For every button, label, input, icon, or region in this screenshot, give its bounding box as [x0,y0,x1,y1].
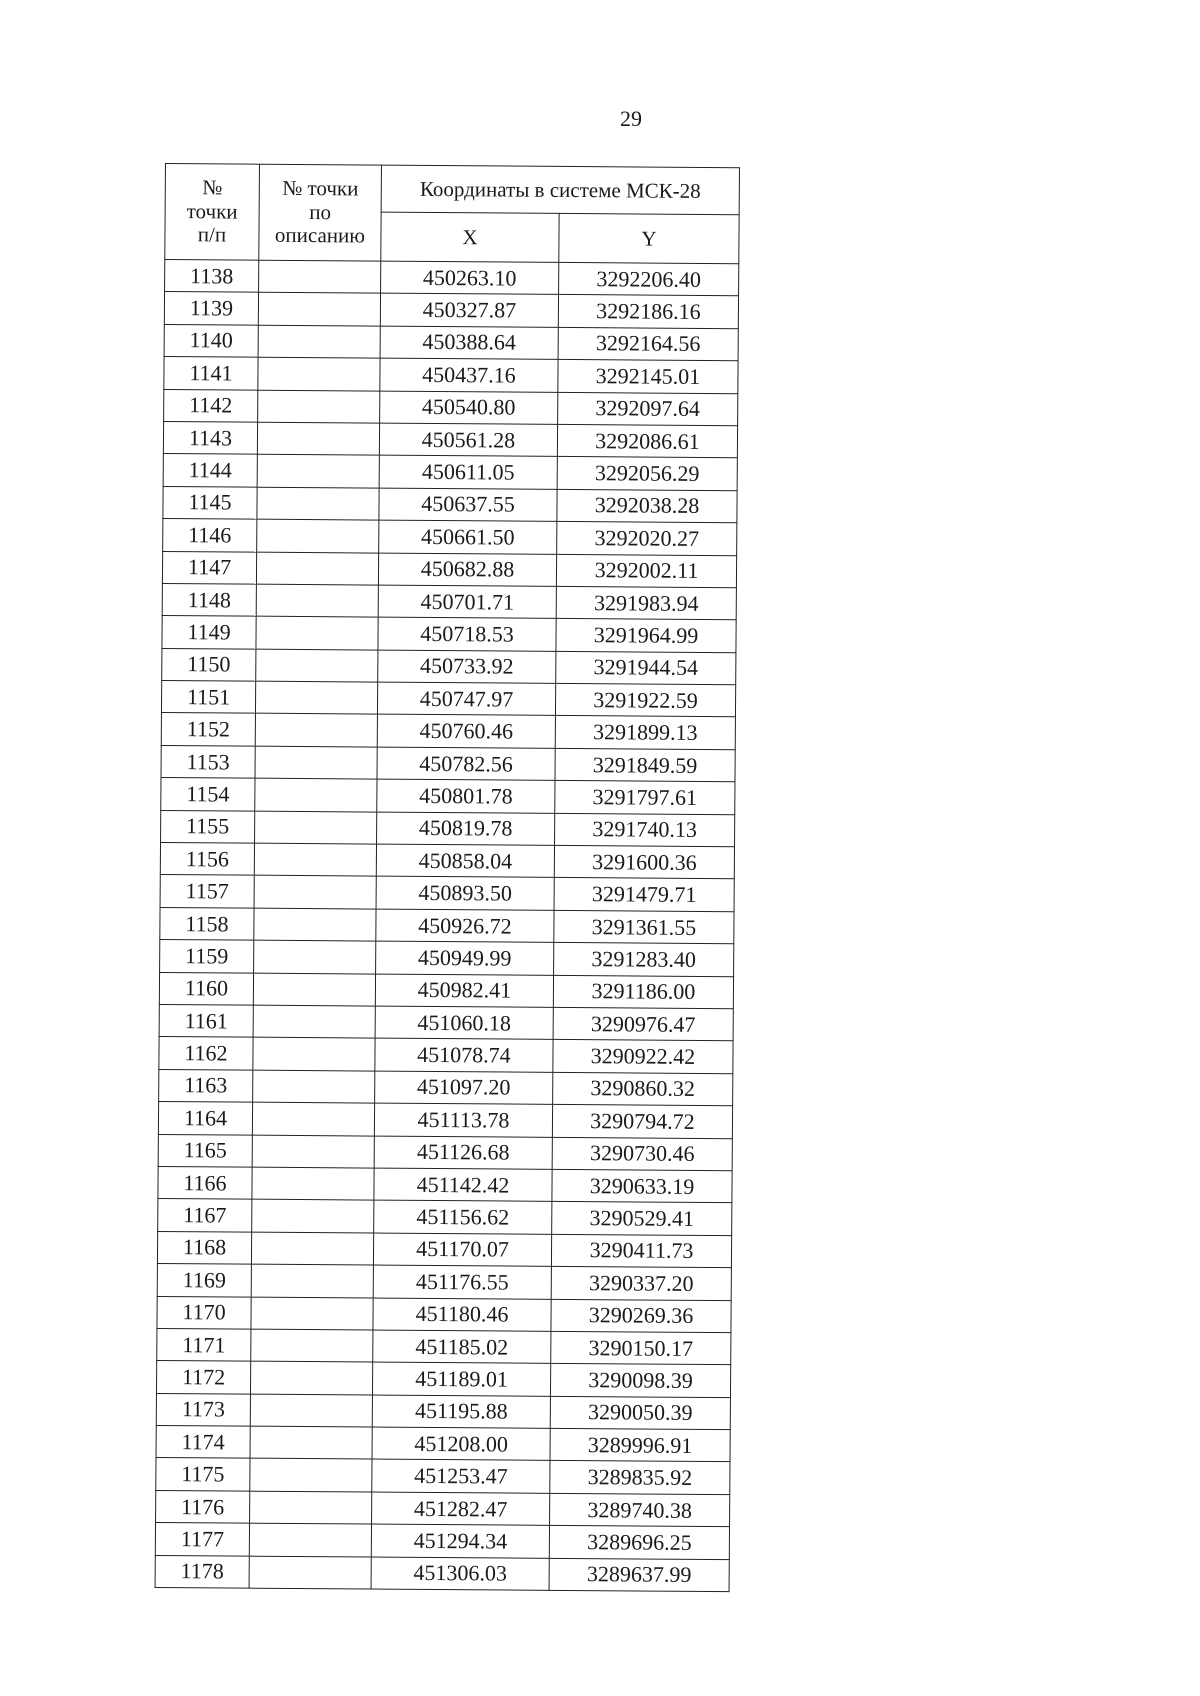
cell-point-number: 1157 [160,875,254,908]
table-row [162,616,736,653]
cell-point-number: 1174 [156,1426,250,1459]
cell-x: 451156.62 [374,1200,552,1234]
cell-x: 451113.78 [374,1103,552,1137]
cell-description-point [258,325,380,358]
table-body [155,260,739,1592]
cell-point-number: 1163 [159,1069,253,1102]
cell-point-number: 1138 [165,260,259,293]
cell-description-point [256,584,378,617]
cell-x: 451060.18 [375,1006,553,1040]
cell-x: 450858.04 [376,844,554,878]
cell-point-number: 1173 [156,1393,250,1426]
table-row [164,292,738,329]
cell-point-number: 1153 [161,745,255,778]
cell-y: 3292097.64 [558,392,738,426]
cell-y: 3292164.56 [558,327,738,361]
cell-y: 3292056.29 [557,457,737,491]
table-row [163,421,737,458]
cell-x: 450782.56 [377,747,555,781]
cell-y: 3291944.54 [556,651,736,685]
cell-description-point [250,1394,372,1427]
cell-x: 450701.71 [378,585,556,619]
cell-y: 3290794.72 [552,1105,732,1139]
table-row [155,1555,729,1592]
cell-point-number: 1172 [156,1361,250,1394]
cell-point-number: 1167 [158,1199,252,1232]
cell-y: 3290860.32 [553,1072,733,1106]
cell-description-point [257,455,379,488]
table-row [162,648,736,685]
header-point-number-line1: № [202,175,223,200]
cell-y: 3291479.71 [554,878,734,912]
cell-point-number: 1164 [158,1102,252,1135]
cell-x: 450263.10 [381,261,559,295]
cell-y: 3290633.19 [552,1169,732,1203]
cell-description-point [252,1167,374,1200]
table-row [162,583,736,620]
table-row [164,357,738,394]
cell-y: 3290150.17 [551,1331,731,1365]
cell-x: 451176.55 [373,1265,551,1299]
header-coordinate-system: Координаты в системе МСК-28 [381,165,739,215]
cell-description-point [253,1070,375,1103]
cell-point-number: 1143 [163,421,257,454]
cell-point-number: 1142 [164,389,258,422]
cell-x: 451185.02 [373,1330,551,1364]
cell-y: 3292020.27 [557,522,737,556]
cell-y: 3290922.42 [553,1040,733,1074]
cell-y: 3291186.00 [553,975,733,1009]
cell-x: 451142.42 [374,1168,552,1202]
page-number: 29 [620,106,642,131]
cell-y: 3291964.99 [556,619,736,653]
cell-x: 451195.88 [372,1395,550,1429]
table-row [156,1458,730,1495]
cell-description-point [251,1297,373,1330]
cell-description-point [255,714,377,747]
header-description-line2: по [309,199,332,224]
cell-description-point [253,1005,375,1038]
table-row [160,907,734,944]
table-row [157,1264,731,1301]
cell-description-point [253,973,375,1006]
cell-y: 3289637.99 [549,1558,729,1592]
cell-description-point [259,260,381,293]
cell-x: 450388.64 [380,326,558,360]
cell-description-point [254,940,376,973]
table-row [164,324,738,361]
cell-y: 3291740.13 [555,813,735,847]
table-row [160,940,734,977]
cell-point-number: 1141 [164,357,258,390]
cell-x: 450949.99 [376,941,554,975]
cell-description-point [251,1232,373,1265]
cell-description-point [254,908,376,941]
cell-point-number: 1147 [162,551,256,584]
cell-description-point [254,843,376,876]
table-row [155,1523,729,1560]
cell-y: 3292086.61 [557,424,737,458]
cell-y: 3290050.39 [550,1396,730,1430]
cell-y: 3292206.40 [559,262,739,296]
cell-x: 450561.28 [379,423,557,457]
cell-point-number: 1146 [163,519,257,552]
cell-description-point [252,1199,374,1232]
cell-point-number: 1144 [163,454,257,487]
cell-description-point [256,649,378,682]
cell-x: 450982.41 [375,974,553,1008]
cell-description-point [251,1329,373,1362]
table-row [158,1102,732,1139]
cell-y: 3291849.59 [555,748,735,782]
table-row [163,454,737,491]
table-row [156,1426,730,1463]
table-row [157,1231,731,1268]
cell-y: 3290337.20 [551,1266,731,1300]
cell-point-number: 1152 [161,713,255,746]
cell-description-point [255,746,377,779]
cell-x: 451180.46 [373,1298,551,1332]
cell-point-number: 1176 [156,1490,250,1523]
cell-description-point [251,1264,373,1297]
cell-point-number: 1149 [162,616,256,649]
table-row [163,486,737,523]
cell-y: 3289835.92 [550,1461,730,1495]
cell-y: 3291283.40 [554,943,734,977]
cell-description-point [257,519,379,552]
cell-x: 450327.87 [380,293,558,327]
cell-x: 450819.78 [377,812,555,846]
cell-x: 450718.53 [378,617,556,651]
cell-point-number: 1161 [159,1004,253,1037]
cell-x: 450733.92 [378,650,556,684]
cell-x: 451282.47 [372,1492,550,1526]
cell-y: 3289696.25 [549,1526,729,1560]
cell-point-number: 1160 [159,972,253,1005]
table-row [158,1199,732,1236]
cell-description-point [250,1361,372,1394]
cell-point-number: 1165 [158,1134,252,1167]
table-row [161,713,735,750]
cell-y: 3292038.28 [557,489,737,523]
table-row [163,519,737,556]
cell-point-number: 1168 [157,1231,251,1264]
cell-y: 3291600.36 [554,845,734,879]
cell-y: 3290730.46 [552,1137,732,1171]
cell-description-point [250,1459,372,1492]
cell-point-number: 1159 [160,940,254,973]
cell-point-number: 1169 [157,1264,251,1297]
header-y: Y [559,213,739,263]
table-row [161,745,735,782]
cell-y: 3290269.36 [551,1299,731,1333]
cell-description-point [258,390,380,423]
cell-point-number: 1148 [162,583,256,616]
cell-point-number: 1170 [157,1296,251,1329]
cell-y: 3291899.13 [555,716,735,750]
cell-point-number: 1145 [163,486,257,519]
cell-point-number: 1171 [157,1328,251,1361]
table-row [156,1393,730,1430]
cell-description-point [255,778,377,811]
header-x: X [381,212,559,262]
cell-y: 3291361.55 [554,910,734,944]
table-row [159,972,733,1009]
cell-description-point [254,876,376,909]
cell-description-point [252,1135,374,1168]
cell-description-point [255,811,377,844]
cell-point-number: 1139 [164,292,258,325]
cell-point-number: 1177 [155,1523,249,1556]
cell-x: 450682.88 [378,553,556,587]
table-row [159,1037,733,1074]
cell-x: 450540.80 [380,391,558,425]
cell-x: 451097.20 [375,1071,553,1105]
cell-y: 3290098.39 [550,1364,730,1398]
table-row [158,1134,732,1171]
table-row [156,1361,730,1398]
header-description-point [259,164,382,261]
table-row [161,778,735,815]
header-description-line1: № точки [282,176,359,201]
cell-y: 3291922.59 [555,683,735,717]
cell-y: 3289740.38 [550,1493,730,1527]
cell-description-point [257,487,379,520]
coordinates-table [155,163,740,1592]
cell-y: 3290976.47 [553,1007,733,1041]
cell-description-point [253,1038,375,1071]
cell-description-point [258,357,380,390]
cell-point-number: 1155 [161,810,255,843]
cell-x: 450611.05 [379,455,557,489]
cell-y: 3291983.94 [556,586,736,620]
cell-description-point [256,616,378,649]
cell-point-number: 1175 [156,1458,250,1491]
cell-y: 3289996.91 [550,1428,730,1462]
cell-point-number: 1158 [160,907,254,940]
cell-description-point [256,552,378,585]
cell-x: 450760.46 [377,715,555,749]
table-row [161,681,735,718]
header-point-number-line3: п/п [197,222,227,247]
table-header [165,164,740,264]
header-description-line3: описанию [274,223,366,248]
cell-x: 451208.00 [372,1427,550,1461]
cell-description-point [249,1523,371,1556]
table-row [158,1166,732,1203]
table-row [159,1069,733,1106]
cell-x: 451170.07 [373,1233,551,1267]
cell-description-point [258,293,380,326]
cell-description-point [250,1491,372,1524]
cell-y: 3291797.61 [555,781,735,815]
cell-x: 450801.78 [377,779,555,813]
cell-y: 3290529.41 [552,1202,732,1236]
cell-x: 451306.03 [371,1557,549,1591]
cell-description-point [257,422,379,455]
cell-x: 451253.47 [372,1460,550,1494]
table-row [157,1296,731,1333]
cell-point-number: 1154 [161,778,255,811]
cell-point-number: 1162 [159,1037,253,1070]
cell-y: 3290411.73 [551,1234,731,1268]
cell-x: 451294.34 [371,1524,549,1558]
cell-x: 451126.68 [374,1136,552,1170]
cell-description-point [250,1426,372,1459]
cell-point-number: 1156 [160,843,254,876]
header-point-number [165,164,260,261]
cell-point-number: 1140 [164,324,258,357]
table-row [164,389,738,426]
cell-point-number: 1178 [155,1555,249,1588]
cell-x: 450926.72 [376,909,554,943]
cell-point-number: 1150 [162,648,256,681]
cell-x: 451189.01 [372,1362,550,1396]
table-row [157,1328,731,1365]
table-row [160,875,734,912]
header-point-number-line2: точки [186,198,238,224]
table-row [162,551,736,588]
cell-description-point [249,1556,371,1589]
cell-point-number: 1166 [158,1166,252,1199]
cell-point-number: 1151 [161,681,255,714]
cell-x: 450637.55 [379,488,557,522]
cell-y: 3292002.11 [556,554,736,588]
table-row [161,810,735,847]
table-row [159,1004,733,1041]
cell-x: 450747.97 [377,682,555,716]
cell-description-point [255,681,377,714]
cell-y: 3292186.16 [558,295,738,329]
cell-x: 451078.74 [375,1038,553,1072]
table-row [160,843,734,880]
cell-x: 450437.16 [380,358,558,392]
cell-description-point [252,1102,374,1135]
cell-y: 3292145.01 [558,360,738,394]
cell-x: 450661.50 [379,520,557,554]
table-row [165,260,739,297]
table-row [156,1490,730,1527]
cell-x: 450893.50 [376,876,554,910]
